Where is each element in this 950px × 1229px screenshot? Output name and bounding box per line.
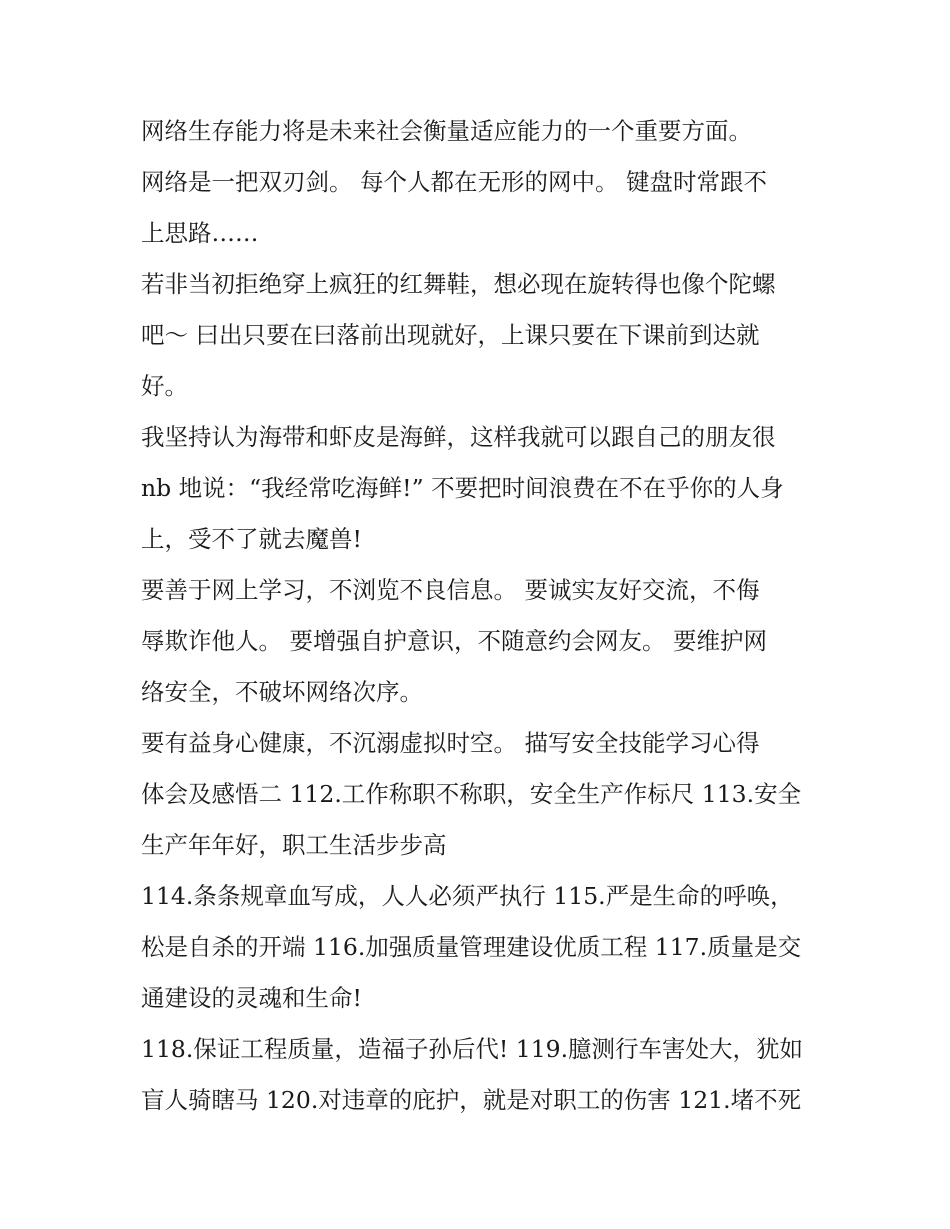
text-line: 网络是一把双刃剑。 每个人都在无形的网中。 键盘时常跟不 [141, 168, 767, 196]
text-line: 松是自杀的开端 116.加强质量管理建设优质工程 117.质量是交 [141, 933, 802, 961]
text-line: nb 地说：“我经常吃海鲜!” 不要把时间浪费在不在乎你的人身 [141, 474, 784, 502]
text-line: 通建设的灵魂和生命! [141, 984, 362, 1012]
text-line: 要善于网上学习，不浏览不良信息。 要诚实友好交流，不侮 [141, 576, 760, 604]
text-line: 若非当初拒绝穿上疯狂的红舞鞋，想必现在旋转得也像个陀螺 [141, 270, 776, 298]
text-line: 络安全，不破坏网络次序。 [141, 678, 423, 706]
text-line: 要有益身心健康，不沉溺虚拟时空。 描写安全技能学习心得 [141, 729, 760, 757]
text-line: 上，受不了就去魔兽! [141, 525, 362, 553]
text-line: 网络生存能力将是未来社会衡量适应能力的一个重要方面。 [141, 117, 752, 145]
text-line: 生产年年好，职工生活步步高 [141, 831, 447, 859]
text-line: 上思路…… [141, 219, 259, 247]
text-line: 体会及感悟二 112.工作称职不称职，安全生产作标尺 113.安全 [141, 780, 802, 808]
text-line: 我坚持认为海带和虾皮是海鲜，这样我就可以跟自己的朋友很 [141, 423, 776, 451]
text-line: 114.条条规章血写成，人人必须严执行 115.严是生命的呼唤， [141, 882, 794, 910]
text-line: 吧～ 曰出只要在曰落前出现就好，上课只要在下课前到达就 [141, 321, 760, 349]
text-line: 118.保证工程质量，造福子孙后代! 119.臆测行车害处大，犹如 [141, 1035, 804, 1063]
text-line: 辱欺诈他人。 要增强自护意识，不随意约会网友。 要维护网 [141, 627, 767, 655]
body-text [141, 106, 821, 1126]
text-line: 好。 [141, 372, 188, 400]
text-line: 盲人骑瞎马 120.对违章的庇护，就是对职工的伤害 121.堵不死 [141, 1086, 802, 1114]
